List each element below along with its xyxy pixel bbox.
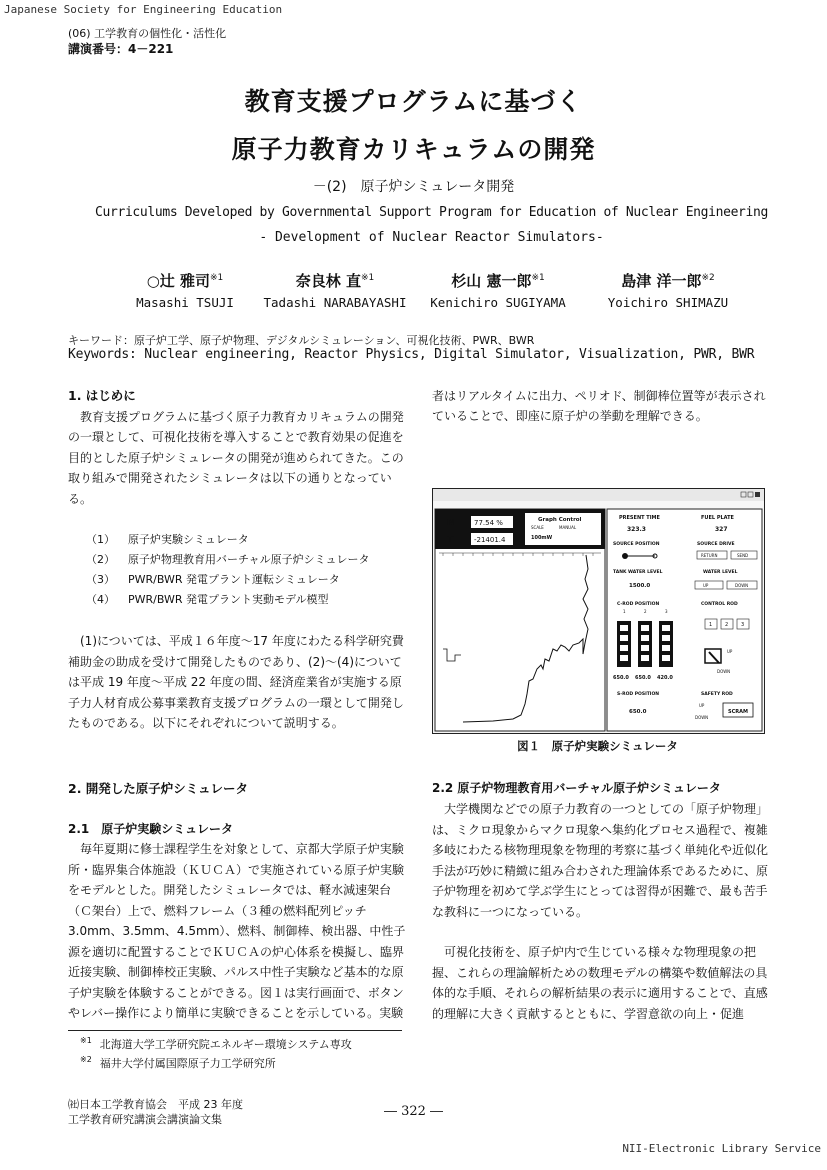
source-knob-icon	[622, 553, 628, 559]
list-item: （3） PWR/BWR 発電プラント運転シミュレータ	[86, 573, 340, 586]
source-position-label: SOURCE POSITION	[613, 542, 660, 547]
section1	[68, 386, 406, 509]
control-rod-label: CONTROL ROD	[701, 602, 738, 607]
simulator-screenshot	[432, 488, 765, 734]
paper-title-line1: 教育支援プログラムに基づく	[244, 87, 583, 116]
author-2-en: Tadashi NARABAYASHI	[263, 295, 407, 310]
paper-subtitle: －(2) 原子炉シミュレータ開発	[312, 179, 515, 195]
svg-text:1: 1	[709, 622, 713, 628]
section1-para1: 教育支援プログラムに基づく原子力教育カリキュラムの開発の一環として、可視化技術を導入することで教育効果の促進を目的とした原子炉シミュレータの開発が進められてきた。この取り組みで開発されたシミュレータは以下の通りとなっている。	[68, 409, 404, 506]
page-number: ― 322 ―	[383, 1104, 444, 1119]
author-2-name: 奈良林 直	[295, 272, 361, 290]
rod-down-label: DOWN	[717, 669, 731, 674]
present-time-value: 323.3	[627, 526, 646, 533]
t-label: T =	[447, 535, 464, 545]
c-rod-label: C-ROD POSITION	[617, 602, 660, 607]
n-value: 77.54 %	[474, 519, 503, 527]
return-label: RETURN	[701, 553, 718, 558]
author-3	[413, 270, 583, 310]
publisher-line1: ㈳日本工学教育協会 平成 23 年度	[68, 1098, 243, 1111]
section1-para2-block	[68, 631, 406, 734]
manual-label: MANUAL	[559, 525, 577, 530]
list-item: （1） 原子炉実験シミュレータ	[86, 533, 249, 546]
section21-para-left: 毎年夏期に修士課程学生を対象として、京都大学原子炉実験所・臨界集合体施設（ＫＵＣＡ）で実施されている原子炉実験をモデルとした。開発したシミュレータでは、軽水減速架台（Ｃ架台）上で、燃料フレーム（３種の燃料配列ピッチ 3.0mm、3.5mm、4.5mm）、燃料、制御棒、検出器、中性子源を適切に配置することでＫＵＣＡの炉心体系を模擬し、臨界近接実験、制御棒校正実験、パルス中性子実験など基本的な原子炉実験を体験することができる。図１は実行画面で、ボタンやレバー操作により簡単に実験できることを示している。実験	[68, 842, 406, 1020]
tank-water-value: 1500.0	[629, 583, 651, 589]
list-item: （4） PWR/BWR 発電プラント実動モデル模型	[86, 593, 329, 606]
keywords-en: Keywords: Nuclear engineering, Reactor Physics, Digital Simulator, Visualization, PWR, BWR	[68, 347, 755, 362]
author-2-mark: ※1	[360, 273, 375, 283]
english-title-line2: - Development of Nuclear Reactor Simulators-	[259, 230, 604, 245]
author-4-en: Yoichiro SHIMAZU	[607, 295, 729, 310]
figure-caption: 図１ 原子炉実験シミュレータ	[517, 739, 678, 753]
section21-heading: 2.1 原子炉実験シミュレータ	[68, 822, 234, 836]
scram-label: SCRAM	[728, 709, 748, 715]
t-value: -21401.4	[474, 536, 506, 544]
author-1-mark: ※1	[210, 273, 224, 283]
author-4	[583, 270, 753, 310]
session-label: (06) 工学教育の個性化・活性化	[68, 27, 227, 40]
s-rod-value: 650.0	[629, 709, 647, 715]
section22-heading: 2.2 原子炉物理教育用バーチャル原子炉シミュレータ	[432, 781, 721, 795]
section21-body-left	[68, 839, 406, 1025]
rod-num-3: 3	[665, 609, 668, 614]
water-up-button	[695, 581, 723, 589]
source-drive-label: SOURCE DRIVE	[697, 542, 735, 547]
keywords-jp: キーワード：原子炉工学、原子炉物理、デジタルシミュレーション、可視化技術、PWR、BWR	[68, 334, 535, 347]
paper-title-line2: 原子力教育カリキュラムの開発	[231, 135, 596, 164]
rod-num-2: 2	[644, 609, 647, 614]
graph-control: Graph Control	[538, 517, 582, 523]
author-3-en: Kenichiro SUGIYAMA	[430, 295, 566, 310]
english-title	[0, 200, 827, 250]
rod-val-3: 420.0	[657, 675, 673, 681]
svg-text:3: 3	[741, 622, 745, 628]
english-title-line1: Curriculums Developed by Governmental Support Program for Education of Nuclear Engineering	[95, 205, 768, 220]
water-up-label: UP	[703, 583, 709, 588]
author-4-mark: ※2	[701, 273, 715, 283]
simulator-list	[68, 530, 406, 610]
author-3-name: 杉山 憲一郎	[451, 272, 532, 290]
rod-up-label: UP	[727, 649, 733, 654]
water-down-label: DOWN	[735, 583, 749, 588]
scale-label: SCALE	[531, 525, 544, 530]
n-label: N =	[447, 518, 466, 528]
svg-text:2: 2	[725, 622, 729, 628]
close-icon	[755, 492, 760, 497]
water-level-label: WATER LEVEL	[703, 570, 738, 575]
author-1-en: Masashi TSUJI	[136, 295, 234, 310]
section22-para2: 可視化技術を、原子炉内で生じている様々な物理現象の把握、これらの理論解析ための数理モデルの構築や数値解法の具体的な手順、それらの解析結果の表示に適用することで、直感的理解に大きく貢献するとともに、学習意欲の向上・促進	[432, 945, 768, 1021]
safety-up-label: UP	[699, 703, 705, 708]
list-item: （2） 原子炉物理教育用バーチャル原子炉シミュレータ	[86, 553, 370, 566]
author-2	[250, 270, 420, 310]
section21-body-right	[432, 386, 770, 468]
section22-para1: 大学機関などでの原子力教育の一つとしての「原子炉物理」は、ミクロ現象からマクロ現象へ集約化プロセス過程で、複雑多岐にわたる核物理現象を物理的考察に基づく単純化や近似化手法が巧妙に精緻に組み合わされた理論体系であるために、原子炉物理を初めて学ぶ学生にとっては習得が困難で、最も苦手な教科に一つになっている。	[432, 802, 769, 919]
author-3-mark: ※1	[531, 273, 545, 283]
rod-val-2: 650.0	[635, 675, 651, 681]
tank-water-label: TANK WATER LEVEL	[613, 570, 663, 575]
send-label: SEND	[737, 553, 749, 558]
footnote-1: $^{※1}$ 北海道大学工学研究院エネルギー環境システム専攻	[80, 1036, 352, 1051]
s-rod-label: S-ROD POSITION	[617, 692, 660, 697]
fuel-plate-label: FUEL PLATE	[701, 515, 734, 521]
footnote-divider	[68, 1030, 402, 1031]
lecture-number: 講演番号：4－221	[68, 42, 174, 56]
safety-rod-label: SAFETY ROD	[701, 692, 733, 697]
fuel-plate-value: 327	[715, 526, 728, 533]
author-1-name: ○辻 雅司	[146, 272, 211, 290]
rod-val-1: 650.0	[613, 675, 629, 681]
library-service: NII-Electronic Library Service	[622, 1142, 821, 1155]
section1-heading: 1. はじめに	[68, 388, 136, 403]
safety-down-label: DOWN	[695, 715, 709, 720]
section21-para-right: 者はリアルタイムに出力、ペリオド、制御棒位置等が表示されていることで、即座に原子炉の挙動を理解できる。	[432, 388, 766, 423]
author-4-name: 島津 洋一郎	[621, 272, 702, 290]
society-watermark: Japanese Society for Engineering Education	[4, 3, 283, 16]
section2-heading: 2. 開発した原子炉シミュレータ	[68, 781, 249, 796]
footnote-2: $^{※2}$ 福井大学付属国際原子力工学研究所	[80, 1055, 276, 1070]
section1-para2: (1)については、平成１６年度～17 年度にわたる科学研究費補助金の助成を受けて開発したものであり、(2)～(4)については平成 19 年度～平成 22 年度の間、経済産業省が実施する原子力人材育成公募事業教育支援プログラムの一環として開発したものである。以下にそれぞれについて説明する。	[68, 634, 404, 730]
simulator-screen-svg	[433, 489, 764, 733]
author-1	[100, 270, 270, 310]
publisher-line2: 工学教育研究講演会講演論文集	[68, 1113, 222, 1126]
section22-body	[432, 799, 770, 1024]
present-time-label: PRESENT TIME	[619, 515, 660, 521]
range-label: 100mW	[531, 535, 553, 541]
rod-num-1: 1	[623, 609, 626, 614]
